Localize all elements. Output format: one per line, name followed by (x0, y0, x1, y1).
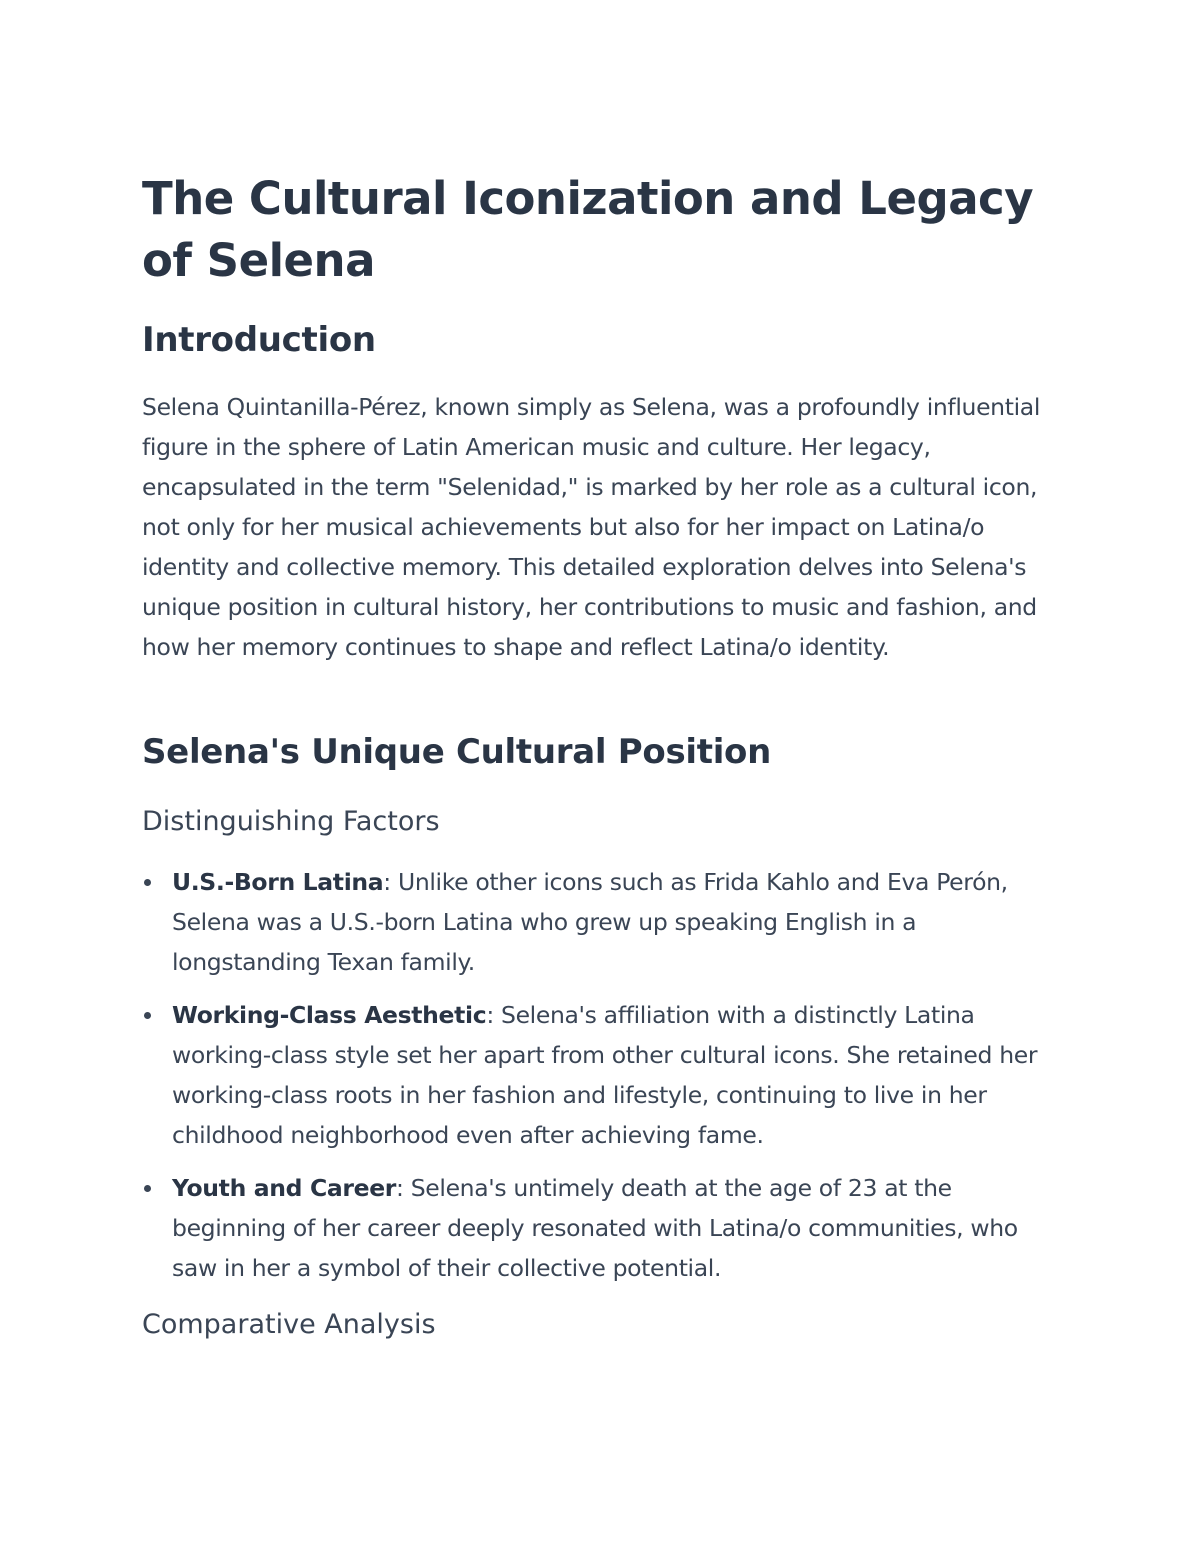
distinguishing-factors-list (142, 862, 1062, 1301)
bullet-term: U.S.-Born Latina (172, 868, 384, 896)
section-heading-introduction: Introduction (142, 320, 376, 360)
bullet-term: Youth and Career (172, 1174, 397, 1202)
bullet-text: : Unlike other icons such as Frida Kahlo and Eva Perón, Selena was a U.S.-born Latina who grew up speaking English in a longstanding Texan family. (172, 868, 1008, 976)
bullet-text: : Selena's affiliation with a distinctly Latina working-class style set her apart from other cultural icons. She retained her working-class roots in her fashion and lifestyle, continuing to live in her childhood neighborhood even after achieving fame. (172, 1001, 1038, 1149)
introduction-paragraph: Selena Quintanilla-Pérez, known simply as Selena, was a profoundly influential figure in the sphere of Latin American music and culture. Her legacy, encapsulated in the term "Selenidad," is marked by her role as a cultural icon, not only for her musical achievements but also for her impact on Latina/o identity and collective memory. This detailed exploration delves into Selena's unique position in cultural history, her contributions to music and fashion, and how her memory continues to shape and reflect Latina/o identity. (142, 393, 1041, 661)
section-heading-unique-cultural-position: Selena's Unique Cultural Position (142, 732, 772, 772)
subsection-heading-comparative-analysis: Comparative Analysis (142, 1309, 436, 1340)
bullet-icon (144, 879, 151, 886)
bullet-icon (144, 1185, 151, 1192)
bullet-term: Working-Class Aesthetic (172, 1001, 487, 1029)
document-title: The Cultural Iconization and Legacy of Selena (142, 172, 1034, 287)
subsection-heading-distinguishing-factors: Distinguishing Factors (142, 806, 440, 837)
bullet-icon (144, 1012, 151, 1019)
bullet-text: : Selena's untimely death at the age of 23 at the beginning of her career deeply resonated with Latina/o communities, who saw in her a symbol of their collective potential. (172, 1174, 1018, 1282)
list-item (142, 995, 1062, 1155)
list-item (142, 862, 1062, 982)
list-item (142, 1168, 1062, 1288)
